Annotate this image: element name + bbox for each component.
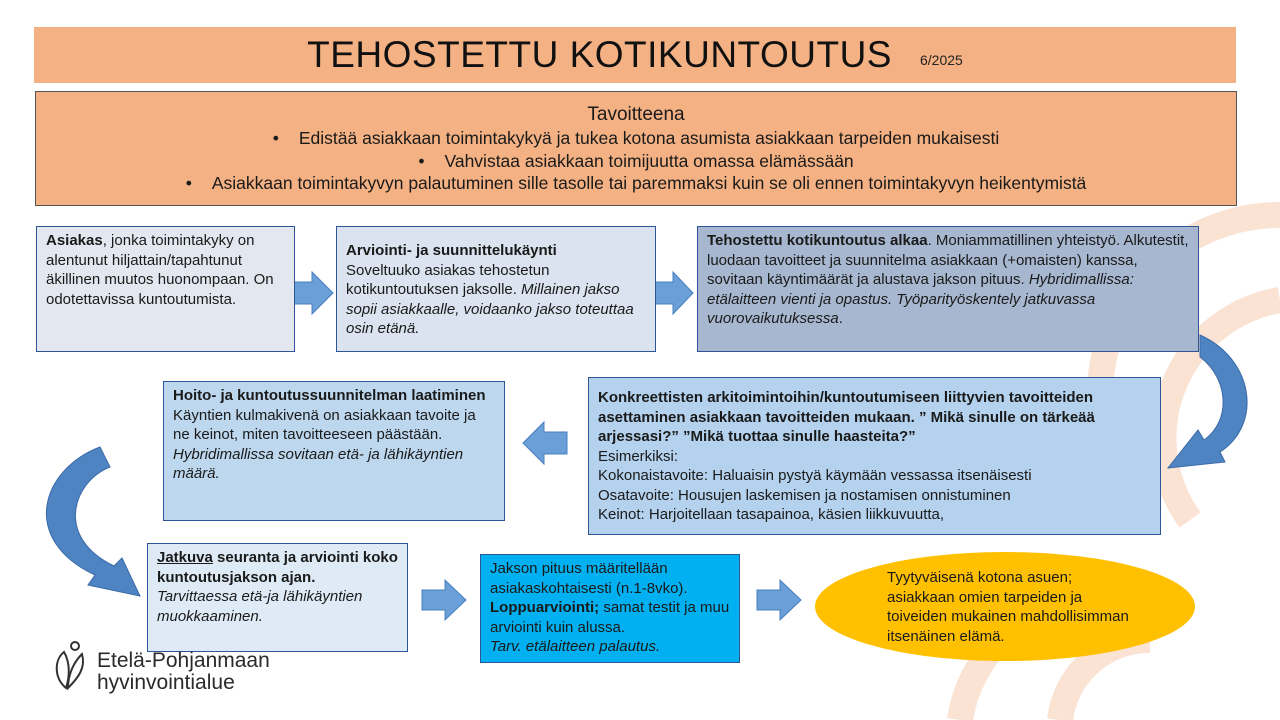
client-text: , jonka toimintakyky on alentunut hiljattain/tapahtunut äkillinen muutos huonompaan. On odotettavissa kuntoutumista. [46,232,274,308]
date-label: 6/2025 [920,52,963,68]
step-monitoring-box [147,543,408,652]
leaf-logo-icon [48,638,92,694]
monitoring-bold: seuranta ja arviointi koko kuntoutusjakson ajan. [157,549,398,586]
goal-item: • Vahvistaa asiakkaan toimijuutta omassa elämässään [36,150,1236,173]
start-text: . Moniammatillinen yhteistyö. Alkutestit, luodaan tavoitteet ja suunnitelma asiakkaan (+omaisten) kanssa, sovitaan käyntimäärät ja alustava jakson pituus. [707,232,1189,288]
step-plan-box [163,381,505,521]
goals-heading: Tavoitteena [587,104,685,125]
page-title: TEHOSTETTU KOTIKUNTOUTUS [307,34,892,75]
flow-arrow-2 [651,272,693,314]
final-text2: samat testit ja muu arviointi kuin alussa. [490,599,730,636]
client-bold: Asiakas [46,232,103,249]
logo-line2: hyvinvointialue [97,671,235,694]
step-client-box [36,226,295,352]
logo-line1: Etelä-Pohjanmaan [97,649,270,672]
flow-arrow-4 [523,422,567,464]
monitoring-italic: Tarvittaessa etä-ja lähikäyntien muokkaaminen. [157,588,363,625]
flow-arrow-6 [757,580,801,620]
assessment-italic: Millainen jakso sopii asiakkaalle, voidaanko jakso toteuttaa osin etänä. [346,281,634,337]
goalsetting-line: Esimerkiksi: [598,447,679,465]
assessment-title: Arviointi- ja suunnittelukäynti [346,242,557,259]
plan-italic: Hybridimallissa sovitaan etä- ja lähikäyntien määrä. [173,445,464,482]
final-italic: Tarv. etälaitteen palautus. [490,638,661,655]
goals-box [35,91,1237,206]
outcome-ellipse [815,552,1195,661]
flow-arrow-5 [422,580,466,620]
step-start-box [697,226,1199,352]
title-bar [34,27,1236,83]
start-end: . [838,310,843,327]
goal-item: • Asiakkaan toimintakyvyn palautuminen sille tasolle tai paremmaksi kuin se oli ennen toimintakyvyn heikentymistä [36,172,1236,195]
step-assessment-box [336,226,656,352]
goalsetting-title: Konkreettisten arkitoimintoihin/kuntoutumiseen liittyvien tavoitteiden asettaminen asiakkaan tavoitteiden mukaan. ” Mikä sinulle on tärkeää arjessasi?” ”Mikä tuottaa sinulle haasteita?” [598,389,1095,445]
start-bold: Tehostettu kotikuntoutus alkaa [707,232,928,249]
plan-title: Hoito- ja kuntoutussuunnitelman laatiminen [173,387,486,404]
flow-arrow-1 [289,272,333,314]
goalsetting-line: Kokonaistavoite: Haluaisin pystyä käymään vessassa itsenäisesti [598,467,1032,484]
goalsetting-line: Keinot: Harjoitellaan tasapainoa, käsien liikkuvuutta, [598,506,945,523]
organization-logo [48,638,318,698]
step-final-box [480,554,740,663]
goal-item: • Edistää asiakkaan toimintakykyä ja tukea kotona asumista asiakkaan tarpeiden mukaisesti [36,127,1236,150]
assessment-text: Soveltuuko asiakas tehostetun kotikuntoutuksen jaksolle. [346,261,550,298]
plan-text: Käyntien kulmakivenä on asiakkaan tavoite ja ne keinot, miten tavoitteeseen päästään. [173,406,476,443]
monitoring-bold-underlined: Jatkuva [157,549,213,566]
goalsetting-line: Osatavoite: Housujen laskemisen ja nostamisen onnistuminen [598,486,1011,504]
start-italic: Hybridimallissa: etälaitteen vienti ja opastus. Työparityöskentely jatkuvassa vuorovaikutuksessa [707,271,1134,327]
step-goalsetting-box [588,377,1161,535]
final-bold: Loppuarviointi; [490,599,600,616]
final-text1: Jakson pituus määritellään asiakaskohtaisesti (n.1-8vko). [490,560,688,597]
outcome-text: Tyytyväisenä kotona asuen; asiakkaan omien tarpeiden ja toiveiden mukainen mahdollisimman itsenäinen elämä. [887,569,1129,645]
curved-arrow-left [46,447,140,596]
